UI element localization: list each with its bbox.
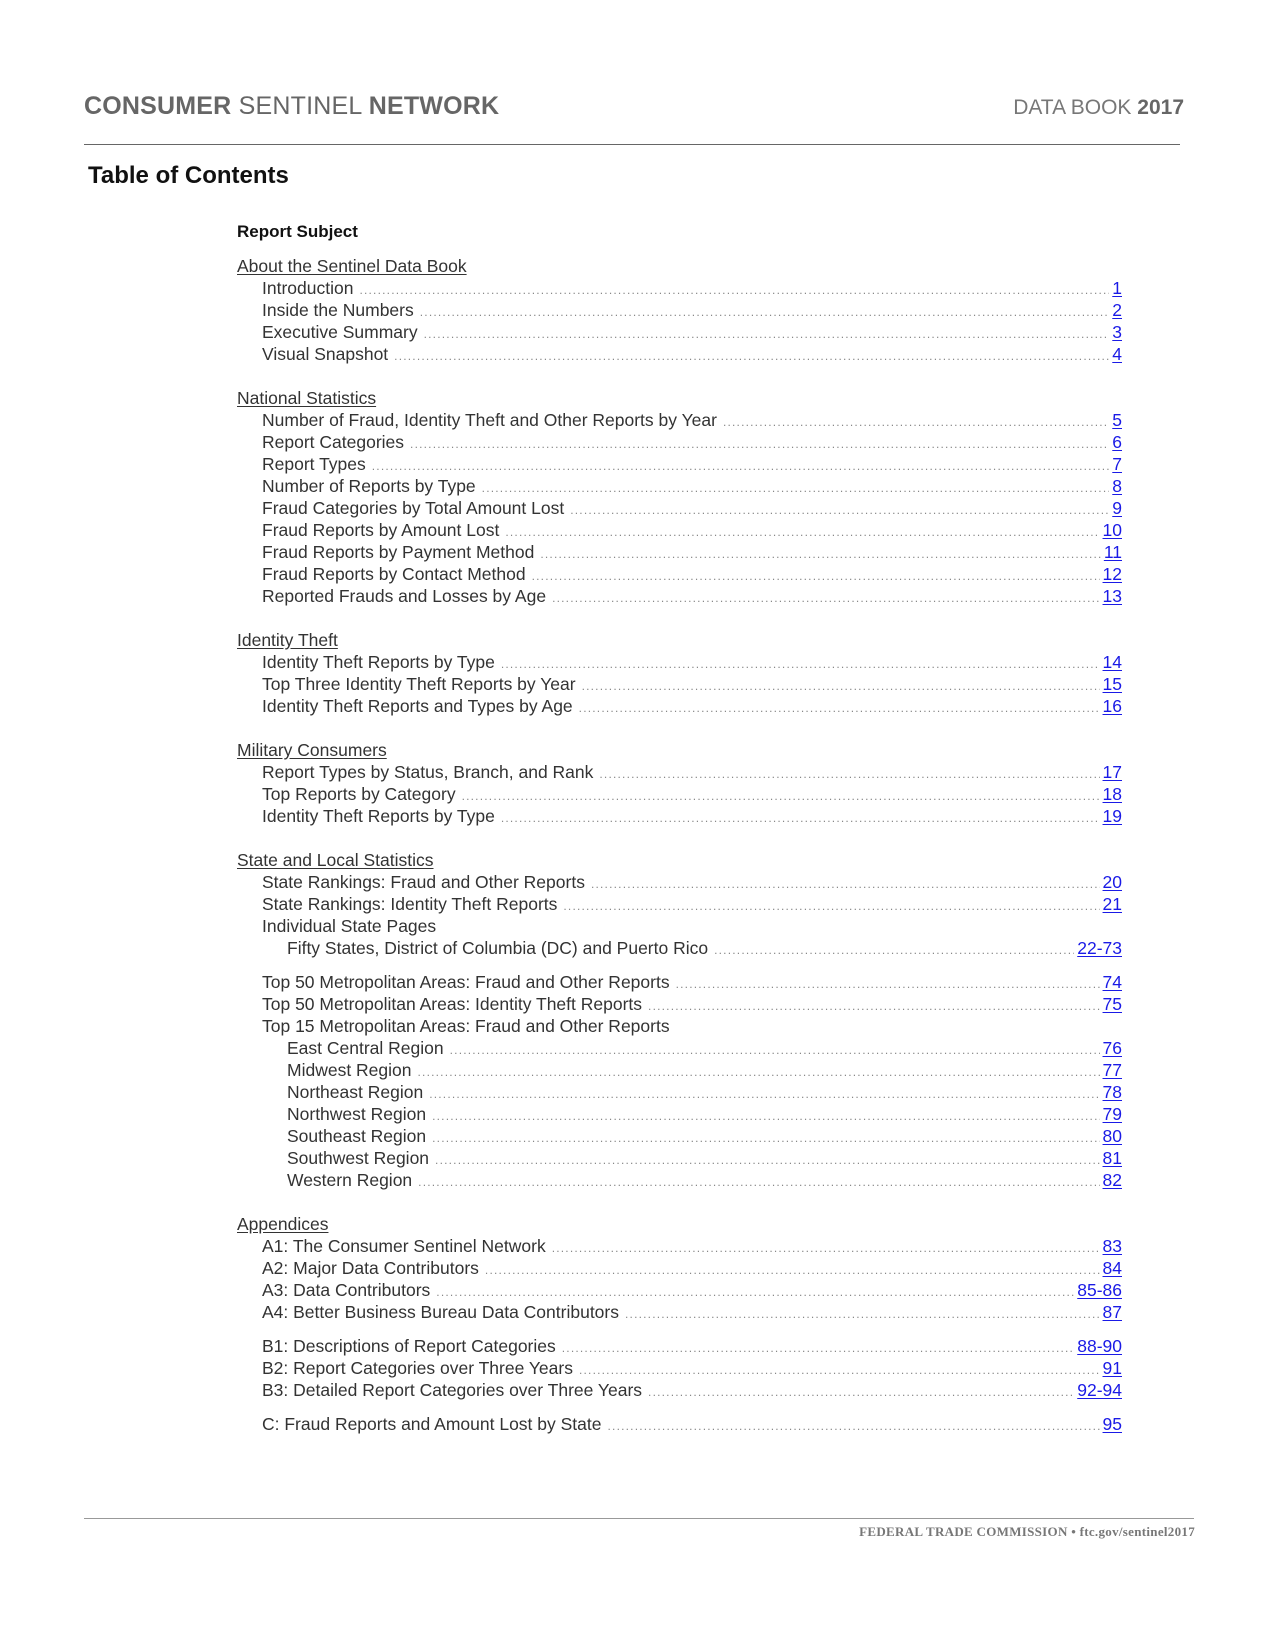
page-link[interactable]: 6 (1112, 432, 1122, 452)
page-link[interactable]: 74 (1102, 972, 1122, 992)
toc-entry[interactable] (262, 432, 1122, 453)
page-link[interactable]: 77 (1102, 1060, 1122, 1080)
page-link[interactable]: 5 (1112, 410, 1122, 430)
toc-entry[interactable] (262, 652, 1122, 673)
toc-entry-label: A3: Data Contributors (262, 1280, 431, 1300)
toc-entry[interactable] (262, 674, 1122, 695)
toc-entry-label: Visual Snapshot (262, 344, 389, 364)
toc-entry-label: Inside the Numbers (262, 300, 414, 320)
toc-entry-label: Top Three Identity Theft Reports by Year (262, 674, 576, 694)
page-link[interactable]: 83 (1102, 1236, 1122, 1256)
page-link[interactable]: 16 (1102, 696, 1122, 716)
brand-title (84, 92, 499, 121)
section-state-local-statistics[interactable]: State and Local Statistics (237, 850, 434, 870)
section-identity-theft[interactable]: Identity Theft (237, 630, 338, 650)
dot-leader (599, 767, 1099, 781)
individual-state-pages-heading: Individual State Pages (262, 916, 437, 936)
dot-leader (625, 1307, 1100, 1321)
page-link[interactable]: 82 (1102, 1170, 1122, 1190)
toc-entry-label: Western Region (287, 1170, 413, 1190)
page-link[interactable]: 87 (1102, 1302, 1122, 1322)
toc-entry[interactable] (262, 344, 1122, 365)
toc-entry-label: C: Fraud Reports and Amount Lost by State (262, 1414, 602, 1434)
toc-entry[interactable] (262, 762, 1122, 783)
toc-entry[interactable] (262, 454, 1122, 475)
dot-leader (394, 349, 1109, 363)
toc-entry-label: Top 50 Metropolitan Areas: Fraud and Other Reports (262, 972, 670, 992)
toc-entry[interactable] (262, 872, 1122, 893)
dot-leader (432, 1131, 1099, 1145)
page-link[interactable]: 91 (1102, 1358, 1122, 1378)
toc-entry[interactable] (287, 1148, 1122, 1169)
page-link[interactable]: 80 (1102, 1126, 1122, 1146)
toc-entry[interactable] (262, 1258, 1122, 1279)
toc-entry-label: B3: Detailed Report Categories over Three Years (262, 1380, 643, 1400)
toc-entry-label: State Rankings: Identity Theft Reports (262, 894, 558, 914)
section-appendices[interactable]: Appendices (237, 1214, 329, 1234)
toc-entry-label: Number of Reports by Type (262, 476, 476, 496)
page-link[interactable]: 13 (1102, 586, 1122, 606)
page-link[interactable]: 92-94 (1077, 1380, 1122, 1400)
page-link[interactable]: 14 (1102, 652, 1122, 672)
section-military-consumers[interactable]: Military Consumers (237, 740, 387, 760)
page-link[interactable]: 85-86 (1077, 1280, 1122, 1300)
dot-leader (648, 999, 1100, 1013)
page-link[interactable]: 20 (1102, 872, 1122, 892)
page-link[interactable]: 10 (1102, 520, 1122, 540)
databook-text: DATA BOOK (1013, 96, 1132, 119)
toc-entry-label: Northeast Region (287, 1082, 424, 1102)
toc-entry-label: Midwest Region (287, 1060, 412, 1080)
dot-leader (424, 327, 1110, 341)
dot-leader (714, 943, 1074, 957)
toc-entry[interactable] (262, 542, 1122, 563)
toc-entry[interactable] (287, 938, 1122, 959)
toc-entry-label: Executive Summary (262, 322, 418, 342)
toc-entry-label: B1: Descriptions of Report Categories (262, 1336, 556, 1356)
toc-entry-label: East Central Region (287, 1038, 444, 1058)
toc-entry-label: A2: Major Data Contributors (262, 1258, 479, 1278)
page-footer: FEDERAL TRADE COMMISSION • ftc.gov/sentinel2017 (859, 1524, 1195, 1539)
toc-entry[interactable] (262, 1380, 1122, 1401)
dot-leader (552, 591, 1099, 605)
dot-leader (591, 877, 1100, 891)
dot-leader (648, 1385, 1074, 1399)
toc-entry[interactable] (262, 894, 1122, 915)
toc-entry-label: Fraud Reports by Amount Lost (262, 520, 500, 540)
dot-leader (582, 679, 1100, 693)
page-link[interactable]: 4 (1112, 344, 1122, 364)
page-link[interactable]: 18 (1102, 784, 1122, 804)
dot-leader (501, 657, 1100, 671)
toc-entry[interactable] (262, 586, 1122, 607)
page-link[interactable]: 19 (1102, 806, 1122, 826)
toc-entry[interactable] (262, 806, 1122, 827)
dot-leader (462, 789, 1100, 803)
dot-leader (579, 1363, 1100, 1377)
dot-leader (418, 1175, 1099, 1189)
section-national-statistics[interactable]: National Statistics (237, 388, 377, 408)
toc-entry[interactable] (262, 1302, 1122, 1323)
dot-leader (563, 899, 1099, 913)
page-link[interactable]: 22-73 (1077, 938, 1122, 958)
dot-leader (485, 1263, 1100, 1277)
dot-leader (436, 1285, 1074, 1299)
top15-metro-heading: Top 15 Metropolitan Areas: Fraud and Other Reports (262, 1016, 670, 1036)
dot-leader (501, 811, 1100, 825)
toc-entry[interactable] (262, 1236, 1122, 1257)
page-link[interactable]: 2 (1112, 300, 1122, 320)
toc-entry[interactable] (287, 1104, 1122, 1125)
page-link[interactable]: 11 (1103, 542, 1122, 562)
page-link[interactable]: 9 (1112, 498, 1122, 518)
toc-entry-label: A1: The Consumer Sentinel Network (262, 1236, 546, 1256)
toc-entry[interactable] (287, 1038, 1122, 1059)
page-link[interactable]: 17 (1102, 762, 1122, 782)
page-link[interactable]: 84 (1102, 1258, 1122, 1278)
page-link[interactable]: 76 (1102, 1038, 1122, 1058)
page-link[interactable]: 88-90 (1077, 1336, 1122, 1356)
dot-leader (420, 305, 1110, 319)
toc-entry[interactable] (287, 1060, 1122, 1081)
dot-leader (410, 437, 1109, 451)
page-link[interactable]: 3 (1112, 322, 1122, 342)
page-link[interactable]: 78 (1102, 1082, 1122, 1102)
toc-entry[interactable] (262, 784, 1122, 805)
page-link[interactable]: 12 (1102, 564, 1122, 584)
toc-entry-label: Report Types (262, 454, 366, 474)
dot-leader (505, 525, 1099, 539)
footer-divider (84, 1518, 1194, 1519)
page-link[interactable]: 7 (1112, 454, 1122, 474)
toc-entry[interactable] (262, 564, 1122, 585)
dot-leader (450, 1043, 1100, 1057)
brand-word-sentinel: SENTINEL (238, 92, 362, 120)
page-link[interactable]: 81 (1102, 1148, 1122, 1168)
toc-entry-label: Fraud Reports by Contact Method (262, 564, 526, 584)
databook-label (1013, 96, 1184, 120)
report-subject-heading: Report Subject (237, 222, 358, 241)
toc-entry-label: Report Types by Status, Branch, and Rank (262, 762, 594, 782)
page-title: Table of Contents (88, 162, 289, 189)
toc-entry[interactable] (262, 1414, 1122, 1435)
toc-entry[interactable] (262, 1336, 1122, 1357)
toc-entry-label: Fifty States, District of Columbia (DC) and Puerto Rico (287, 938, 709, 958)
dot-leader (372, 459, 1110, 473)
toc-entry[interactable] (262, 476, 1122, 497)
toc-entry[interactable] (262, 696, 1122, 717)
toc-entry-label: Report Categories (262, 432, 405, 452)
dot-leader (429, 1087, 1099, 1101)
page-link[interactable]: 95 (1102, 1414, 1122, 1434)
toc-entry-label: Identity Theft Reports by Type (262, 652, 495, 672)
dot-leader (532, 569, 1100, 583)
page-link[interactable]: 75 (1102, 994, 1122, 1014)
dot-leader (552, 1241, 1100, 1255)
page-link[interactable]: 1 (1112, 278, 1122, 298)
toc-entry[interactable] (287, 1082, 1122, 1103)
dot-leader (608, 1419, 1100, 1433)
toc-entry-label: Southwest Region (287, 1148, 430, 1168)
dot-leader (359, 283, 1109, 297)
toc-entry[interactable] (262, 300, 1122, 321)
toc-entry[interactable] (262, 498, 1122, 519)
toc-entry-label: Southeast Region (287, 1126, 427, 1146)
dot-leader (570, 503, 1109, 517)
brand-word-consumer: CONSUMER (84, 92, 232, 120)
dot-leader (435, 1153, 1099, 1167)
toc-entry[interactable] (262, 322, 1122, 343)
toc-entry-label: Top Reports by Category (262, 784, 456, 804)
dot-leader (540, 547, 1100, 561)
page-link[interactable]: 21 (1102, 894, 1122, 914)
toc-entry-label: Introduction (262, 278, 354, 298)
toc-entry-label: Top 50 Metropolitan Areas: Identity Theft Reports (262, 994, 643, 1014)
header-divider (84, 144, 1180, 145)
toc-entry[interactable] (262, 410, 1122, 431)
page-link[interactable]: 15 (1102, 674, 1122, 694)
dot-leader (482, 481, 1110, 495)
toc-entry-label: Identity Theft Reports and Types by Age (262, 696, 573, 716)
toc-entry-label: Fraud Categories by Total Amount Lost (262, 498, 565, 518)
dot-leader (723, 415, 1109, 429)
toc-entry-label: State Rankings: Fraud and Other Reports (262, 872, 585, 892)
toc-entry-label: Fraud Reports by Payment Method (262, 542, 535, 562)
toc-entry[interactable] (262, 1280, 1122, 1301)
page-link[interactable]: 79 (1102, 1104, 1122, 1124)
toc-entry-label: Northwest Region (287, 1104, 427, 1124)
toc-entry-label: Reported Frauds and Losses by Age (262, 586, 547, 606)
toc-entry[interactable] (262, 1358, 1122, 1379)
toc-entry[interactable] (287, 1170, 1122, 1191)
dot-leader (418, 1065, 1100, 1079)
toc-entry[interactable] (287, 1126, 1122, 1147)
section-about[interactable]: About the Sentinel Data Book (237, 256, 467, 276)
dot-leader (432, 1109, 1099, 1123)
toc-entry-label: B2: Report Categories over Three Years (262, 1358, 573, 1378)
page-link[interactable]: 8 (1112, 476, 1122, 496)
toc-entry-label: Number of Fraud, Identity Theft and Other Reports by Year (262, 410, 717, 430)
databook-year: 2017 (1137, 96, 1184, 119)
toc-entry[interactable] (262, 994, 1122, 1015)
dot-leader (579, 701, 1100, 715)
toc-entry[interactable] (262, 520, 1122, 541)
dot-leader (676, 977, 1100, 991)
brand-word-network: NETWORK (368, 92, 500, 120)
toc-entry[interactable] (262, 278, 1122, 299)
toc-entry-label: A4: Better Business Bureau Data Contributors (262, 1302, 619, 1322)
toc-entry[interactable] (262, 972, 1122, 993)
page-header (84, 92, 1184, 132)
dot-leader (562, 1341, 1074, 1355)
toc-entry-label: Identity Theft Reports by Type (262, 806, 495, 826)
